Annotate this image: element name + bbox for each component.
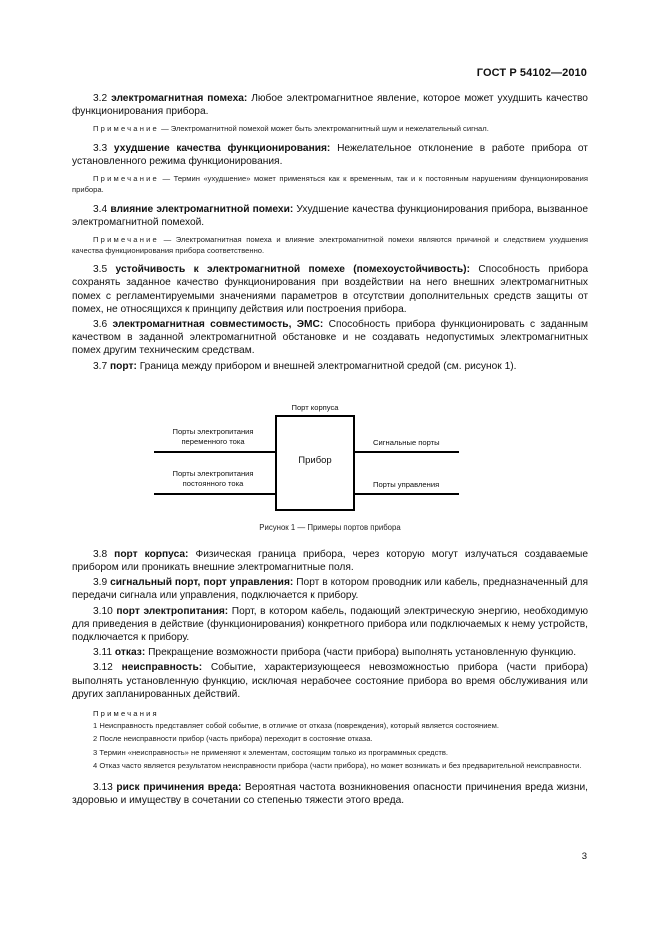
term-title: сигнальный порт, порт управления: (110, 577, 294, 589)
term-definition: Нежелательное отклонение в работе прибора от установленного режима функционирования. (72, 143, 588, 168)
signal-port-line (355, 451, 459, 453)
dc-power-port-line (154, 493, 275, 495)
term-3-4 (72, 203, 588, 229)
term-3-10 (72, 605, 588, 645)
device-label: Прибор (298, 454, 332, 466)
term-definition: Любое электромагнитное явление, которое может ухудшить качество функционирования прибора. (72, 93, 588, 118)
term-definition: Способность прибора функционировать с заданным качеством в заданной электромагнитной обстановке и не создавать недопустимых электромагнитных помех другим техническим средствам. (72, 319, 588, 357)
notes-title: Примечания (93, 709, 159, 719)
note-item-2: 2 После неисправности прибор (часть прибора) переходит в состояние отказа. (93, 734, 373, 744)
term-3-9 (72, 576, 588, 602)
note-3-3 (72, 174, 588, 195)
term-definition: Порт в котором проводник или кабель, предназначенный для передачи сигнала или управления, подключается к прибору. (72, 577, 589, 602)
device-box (275, 415, 355, 511)
term-title: электромагнитная совместимость, ЭМС: (112, 319, 324, 330)
ac-power-ports-label: Порты электропитания переменного тока (172, 426, 254, 446)
note-item-1: 1 Неисправность представляет собой событие, в отличие от отказа (повреждения), который является состоянием. (93, 720, 499, 730)
term-3-11 (72, 646, 588, 659)
term-definition: Прекращение возможности прибора (части прибора) выполнять установленную функцию. (148, 647, 577, 659)
term-number: 3.11 (93, 647, 113, 659)
enclosure-port-label: Порт корпуса (291, 402, 339, 412)
note-text: — Термин «ухудшение» может применяться как к временным, так и к постоянным нарушениям функционирования прибора. (72, 174, 588, 194)
notes-block (72, 709, 588, 772)
term-title: неисправность: (121, 662, 203, 674)
term-number: 3.13 (93, 782, 113, 794)
term-definition: Физическая граница прибора, через которую могут излучаться создаваемые прибором или проникать внешние электромагнитные поля. (72, 548, 588, 574)
term-title: влияние электромагнитной помехи: (110, 203, 294, 215)
term-number: 3.9 (93, 577, 108, 589)
term-number: 3.4 (93, 203, 108, 215)
term-3-7 (72, 360, 588, 373)
term-number: 3.8 (93, 548, 108, 560)
term-definition: Вероятная частота возникновения опасности причинения вреда жизни, здоровью и имуществу в сочетании со степенью тяжести этого вреда. (72, 782, 589, 807)
term-3-2 (72, 92, 588, 118)
term-number: 3.12 (93, 662, 113, 674)
term-title: электромагнитная помеха: (111, 93, 248, 104)
term-title: риск причинения вреда: (116, 782, 242, 794)
page-number: 3 (581, 851, 587, 862)
term-title: ухудшение качества функционирования: (113, 143, 331, 154)
term-title: порт: (110, 360, 137, 372)
ac-power-port-line (154, 451, 275, 453)
term-number: 3.5 (93, 264, 108, 276)
term-title: устойчивость к электромагнитной помехе (помехоустойчивость): (115, 264, 470, 276)
term-number: 3.6 (93, 319, 108, 330)
figure-device-ports (72, 385, 588, 513)
term-number: 3.2 (93, 93, 108, 104)
term-number: 3.7 (93, 360, 108, 372)
note-text: — Электромагнитной помехой может быть электромагнитный шум и нежелательный сигнал. (161, 124, 489, 134)
term-number: 3.10 (93, 605, 113, 617)
note-label: Примечание (93, 235, 159, 244)
note-label: Примечание (93, 174, 159, 184)
term-number: 3.3 (93, 143, 108, 154)
term-title: порт электропитания: (116, 605, 229, 617)
term-title: порт корпуса: (114, 548, 189, 560)
control-ports-label: Порты управления (373, 479, 440, 489)
term-definition: Способность прибора сохранять заданное качество функционирования при воздействии на него внешних электромагнитных помех с регламентируемыми значениями параметров в отсутствии дополнительных средств защиты от помех, не относящихся к принципу действия или построения прибора. (72, 264, 588, 315)
control-port-line (355, 493, 459, 495)
note-label: Примечание (93, 124, 159, 134)
note-item-4: 4 Отказ часто является результатом неисправности прибора (части прибора), но может возникать и без предварительной неисправности. (93, 761, 582, 771)
term-3-8 (72, 548, 588, 574)
term-definition: Событие, характеризующееся невозможностью прибора (части прибора) выполнять установленную функцию, исключая нерабочее состояние прибора во время обслуживания или других запланированных действий. (72, 662, 588, 700)
term-3-6 (72, 318, 588, 358)
term-title: отказ: (114, 647, 146, 659)
term-definition: Граница между прибором и внешней электромагнитной средой (см. рисунок 1). (139, 360, 517, 372)
term-3-13 (72, 781, 588, 807)
term-definition: Ухудшение качества функционирования прибора, вызванное электромагнитной помехой. (72, 203, 589, 228)
note-3-2 (72, 124, 588, 135)
term-3-3 (72, 142, 588, 168)
note-item-3: 3 Термин «неисправность» не применяют к элементам, состоящим только из программных средств. (93, 747, 449, 757)
term-definition: Порт, в котором кабель, подающий электрическую энергию, необходимую для приведения в действие (функционирования) конкретного прибора или подключаемых к нему устройств, подключается к прибору. (72, 605, 588, 644)
term-3-12 (72, 661, 588, 701)
term-3-5 (72, 263, 588, 316)
figure-caption: Рисунок 1 — Примеры портов прибора (259, 522, 401, 532)
note-3-4 (72, 235, 588, 256)
document-body (72, 92, 588, 809)
document-header: ГОСТ Р 54102—2010 (476, 67, 587, 79)
dc-power-ports-label: Порты электропитания постоянного тока (172, 468, 254, 488)
signal-ports-label: Сигнальные порты (373, 437, 440, 447)
note-text: — Электромагнитная помеха и влияние электромагнитной помехи являются причиной и следствием ухудшения качества функционирования прибора соответственно. (72, 235, 588, 255)
